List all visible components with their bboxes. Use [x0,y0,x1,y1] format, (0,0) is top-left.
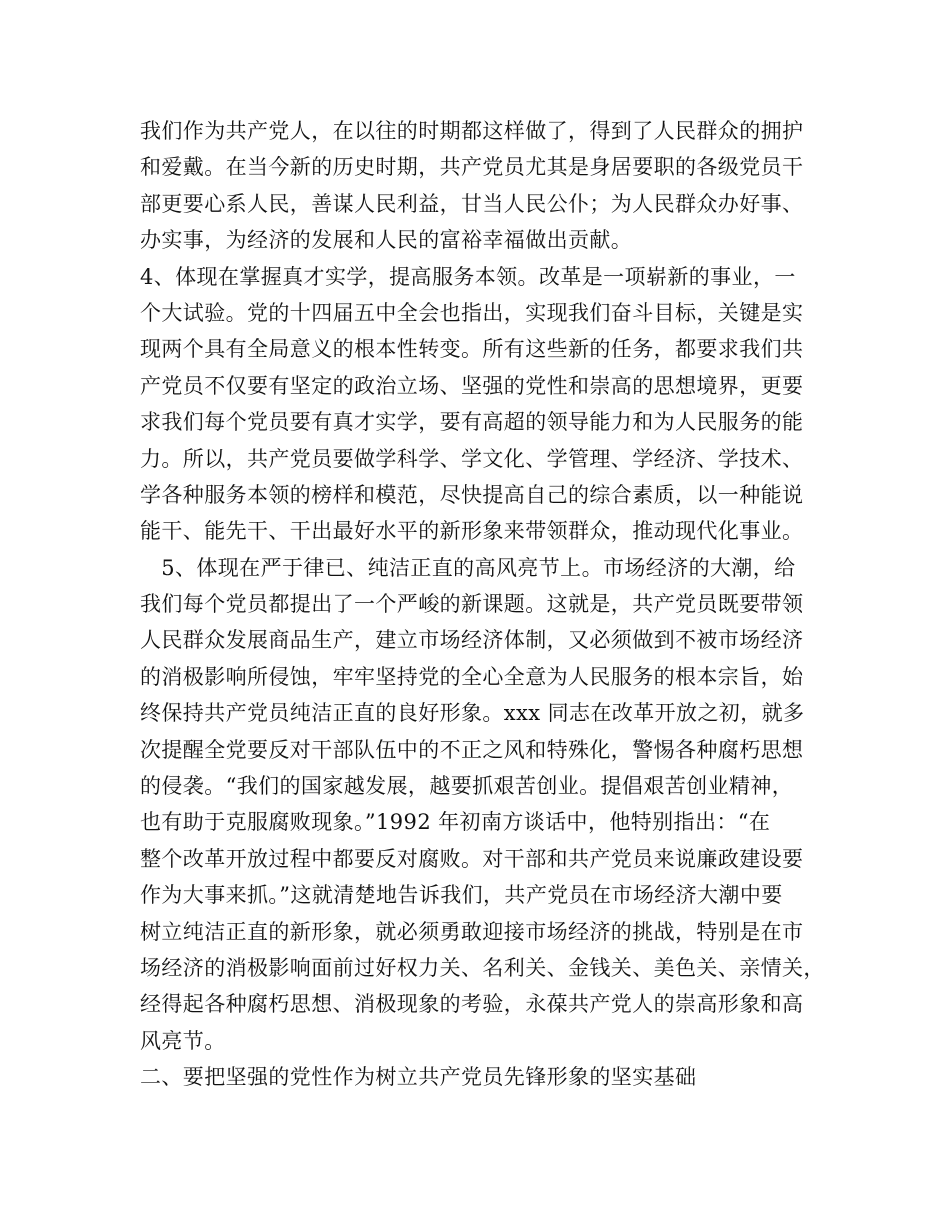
text-line: 终保持共产党员纯洁正直的良好形象。xxx 同志在改革开放之初，就多 [140,701,805,726]
text-line: 整个改革开放过程中都要反对腐败。对干部和共产党员来说廉政建设要 [140,846,804,871]
section-heading: 二、要把坚强的党性作为树立共产党员先锋形象的坚实基础 [140,1065,697,1090]
text-line: 学各种服务本领的榜样和模范，尽快提高自己的综合素质，以一种能说 [140,482,804,507]
text-line: 5、体现在严于律已、纯洁正直的高风亮节上。市场经济的大潮，给 [140,555,796,580]
body-text [140,113,830,1096]
text-line: 我们每个党员都提出了一个严峻的新课题。这就是，共产党员既要带领 [140,592,804,617]
text-line: 树立纯洁正直的新形象，就必须勇敢迎接市场经济的挑战，特别是在市 [140,919,804,944]
text-line: 部更要心系人民，善谋人民利益，甘当人民公仆；为人民群众办好事、 [140,191,804,216]
text-line: 和爱戴。在当今新的历史时期，共产党员尤其是身居要职的各级党员干 [140,155,804,180]
text-line: 风亮节。 [140,1028,226,1053]
text-line: 人民群众发展商品生产，建立市场经济体制，又必须做到不被市场经济 [140,628,804,653]
text-line: 我们作为共产党人，在以往的时期都这样做了，得到了人民群众的拥护 [140,119,804,143]
text-line: 个大试验。党的十四届五中全会也指出，实现我们奋斗目标，关键是实 [140,300,804,325]
text-line: 也有助于克服腐败现象。”1992 年初南方谈话中，他特别指出：“在 [140,810,771,835]
text-line: 作为大事来抓。”这就清楚地告诉我们，共产党员在市场经济大潮中要 [140,883,783,908]
text-line: 场经济的消极影响面前过好权力关、名利关、金钱关、美色关、亲情关， [140,955,825,980]
text-line: 4、体现在掌握真才实学，提高服务本领。改革是一项崭新的事业，一 [140,264,796,289]
text-line: 求我们每个党员要有真才实学，要有高超的领导能力和为人民服务的能 [140,410,804,435]
text-line: 的侵袭。“我们的国家越发展，越要抓艰苦创业。提倡艰苦创业精神， [140,774,794,799]
text-line: 现两个具有全局意义的根本性转变。所有这些新的任务，都要求我们共 [140,337,804,362]
text-line: 能干、能先干、干出最好水平的新形象来带领群众，推动现代化事业。 [140,519,804,544]
text-line: 产党员不仅要有坚定的政治立场、坚强的党性和崇高的思想境界，更要 [140,373,804,398]
text-line: 的消极影响所侵蚀，牢牢坚持党的全心全意为人民服务的根本宗旨，始 [140,664,804,689]
text-line: 经得起各种腐朽思想、消极现象的考验，永葆共产党人的崇高形象和高 [140,992,804,1017]
text-line: 办实事，为经济的发展和人民的富裕幸福做出贡献。 [140,228,633,253]
text-line: 次提醒全党要反对干部队伍中的不正之风和特殊化，警惕各种腐朽思想 [140,737,804,762]
text-line: 力。所以，共产党员要做学科学、学文化、学管理、学经济、学技术、 [140,446,804,471]
